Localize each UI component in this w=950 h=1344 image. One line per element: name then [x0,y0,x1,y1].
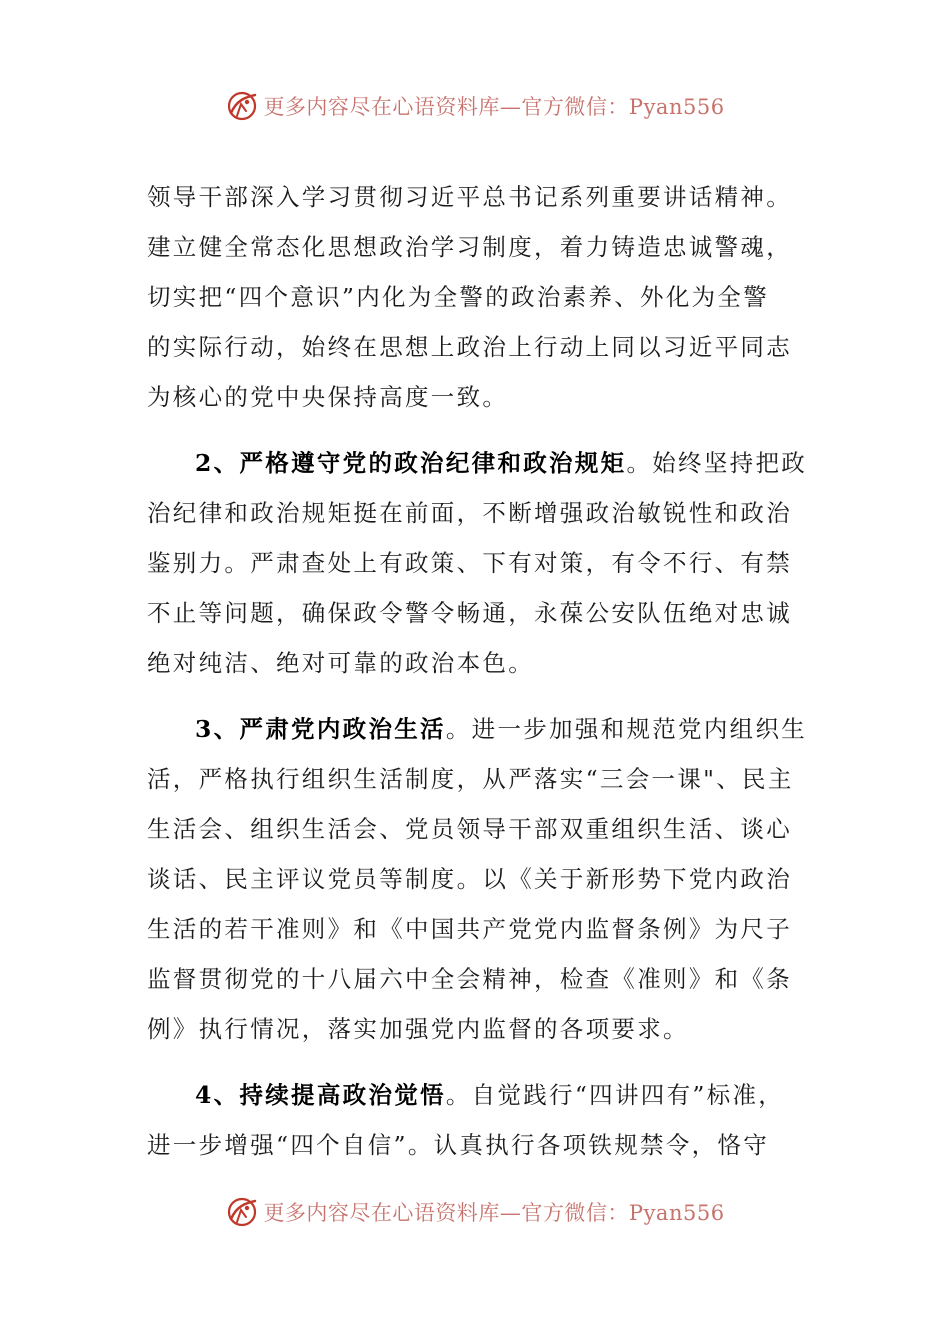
text-line: 绝对纯洁、绝对可靠的政治本色。 [147,649,534,677]
text-line: 建立健全常态化思想政治学习制度，着力铸造忠诚警魂， [147,233,792,261]
text-line: 例》执行情况，落实加强党内监督的各项要求。 [147,1015,689,1043]
text-line: 的实际行动，始终在思想上政治上行动上同以习近平同志 [147,333,792,361]
text-line: 鉴别力。严肃查处上有政策、下有对策，有令不行、有禁 [147,549,792,577]
text-line: 进一步增强“四个自信”。认真执行各项铁规禁令，恪守 [147,1131,770,1159]
paragraph-2 [147,438,807,688]
footer-watermark [0,1190,950,1234]
watermark-logo-icon [225,1195,259,1229]
text-line: 谈话、民主评议党员等制度。以《关于新形势下党内政治 [147,865,792,893]
section-heading: 2、严格遵守党的政治纪律和政治规矩 [195,449,627,477]
document-body [147,172,807,1170]
section-heading: 4、持续提高政治觉悟 [195,1081,446,1109]
text-line: 活，严格执行组织生活制度，从严落实“三会一课"、民主 [147,765,794,793]
watermark-text: 更多内容尽在心语资料库—官方微信：Pyan556 [263,95,725,119]
text-line: 监督贯彻党的十八届六中全会精神，检查《准则》和《条 [147,965,792,993]
text-line: 治纪律和政治规矩挺在前面，不断增强政治敏锐性和政治 [147,499,792,527]
text-line [147,438,807,488]
text-span: 。自觉践行“四讲四有”标准， [445,1081,785,1109]
text-line [147,1070,807,1120]
paragraph-4 [147,1070,807,1170]
section-heading: 3、严肃党内政治生活 [195,715,446,743]
text-line: 领导干部深入学习贯彻习近平总书记系列重要讲话精神。 [147,183,792,211]
text-line: 生活会、组织生活会、党员领导干部双重组织生活、谈心 [147,815,792,843]
text-line [147,704,807,754]
text-line: 切实把“四个意识”内化为全警的政治素养、外化为全警 [147,283,770,311]
text-line: 生活的若干准则》和《中国共产党党内监督条例》为尺子 [147,915,792,943]
header-watermark [0,84,950,128]
watermark-logo-icon [225,89,259,123]
text-span: 。进一步加强和规范党内组织生 [445,715,808,743]
text-line: 不止等问题，确保政令警令畅通，永葆公安队伍绝对忠诚 [147,599,792,627]
text-span: 。始终坚持把政 [626,449,808,477]
watermark-text: 更多内容尽在心语资料库—官方微信：Pyan556 [263,1201,725,1225]
paragraph-1 [147,172,807,422]
paragraph-3 [147,704,807,1054]
text-line: 为核心的党中央保持高度一致。 [147,383,509,411]
